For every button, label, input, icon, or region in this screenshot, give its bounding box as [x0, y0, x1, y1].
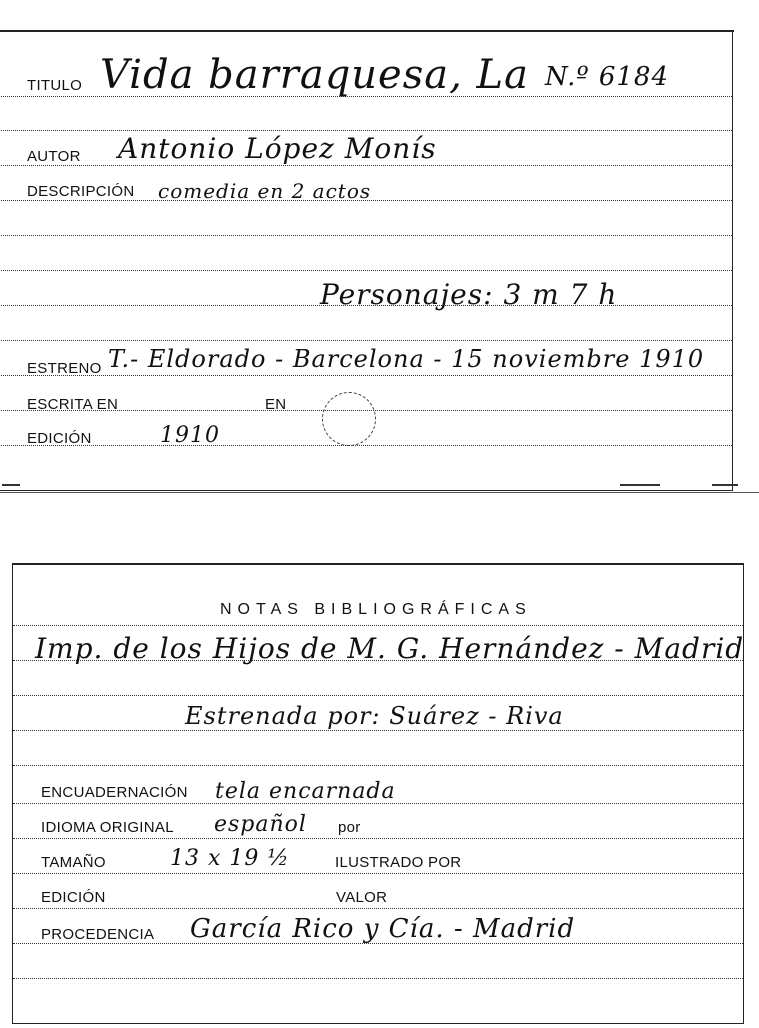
edicion-value: 1910 [160, 423, 220, 448]
titulo-value: Vida barraquesa, La [100, 52, 529, 98]
estreno-value: T.- Eldorado - Barcelona - 15 noviembre 1910 [108, 345, 705, 373]
estreno-label: ESTRENO [27, 360, 102, 377]
rule-line [0, 445, 732, 446]
dash-mark [620, 484, 660, 486]
tamano-label: TAMAÑO [41, 854, 106, 871]
idioma-value: español [214, 812, 307, 837]
tamano-value: 13 x 19 ½ [170, 846, 290, 871]
ink-stamp [322, 392, 376, 446]
rule-line [13, 695, 743, 696]
en-label: EN [265, 396, 287, 413]
rule-line [13, 765, 743, 766]
dash-mark [712, 484, 738, 486]
descripcion-value: comedia en 2 actos [158, 179, 372, 203]
descripcion-label: DESCRIPCIÓN [27, 183, 135, 200]
titulo-label: TITULO [27, 77, 83, 94]
rule-line [13, 978, 743, 979]
escrita-label: ESCRITA EN [27, 396, 119, 413]
autor-value: Antonio López Monís [118, 132, 437, 165]
rule-line [13, 908, 743, 909]
ilustrado-label: ILUSTRADO POR [335, 854, 462, 871]
rule-line [0, 235, 732, 236]
rule-line [0, 375, 732, 376]
nota-imprenta: Imp. de los Hijos de M. G. Hernández - Madrid [35, 632, 745, 665]
nota-estrenada: Estrenada por: Suárez - Riva [185, 702, 564, 730]
rule-line [0, 270, 732, 271]
procedencia-value: García Rico y Cía. - Madrid [190, 914, 576, 944]
edicion-label: EDICIÓN [27, 430, 92, 447]
idioma-label: IDIOMA ORIGINAL [41, 819, 174, 836]
notas-header: NOTAS BIBLIOGRÁFICAS [220, 601, 532, 618]
encuadernacion-value: tela encarnada [215, 779, 396, 804]
rule-line [13, 873, 743, 874]
rule-line [0, 340, 732, 341]
encuadernacion-label: ENCUADERNACIÓN [41, 784, 188, 801]
personajes-value: Personajes: 3 m 7 h [320, 278, 618, 311]
procedencia-label: PROCEDENCIA [41, 926, 155, 943]
edicion2-label: EDICIÓN [41, 889, 106, 906]
rule-line [13, 838, 743, 839]
dash-mark [2, 484, 20, 486]
rule-line [0, 165, 732, 166]
separator-line [0, 492, 759, 493]
catalog-number: N.º 6184 [545, 62, 670, 92]
rule-line [13, 625, 743, 626]
rule-line [0, 130, 732, 131]
valor-label: VALOR [336, 889, 388, 906]
autor-label: AUTOR [27, 148, 81, 165]
rule-line [13, 730, 743, 731]
por-label: por [338, 819, 361, 836]
